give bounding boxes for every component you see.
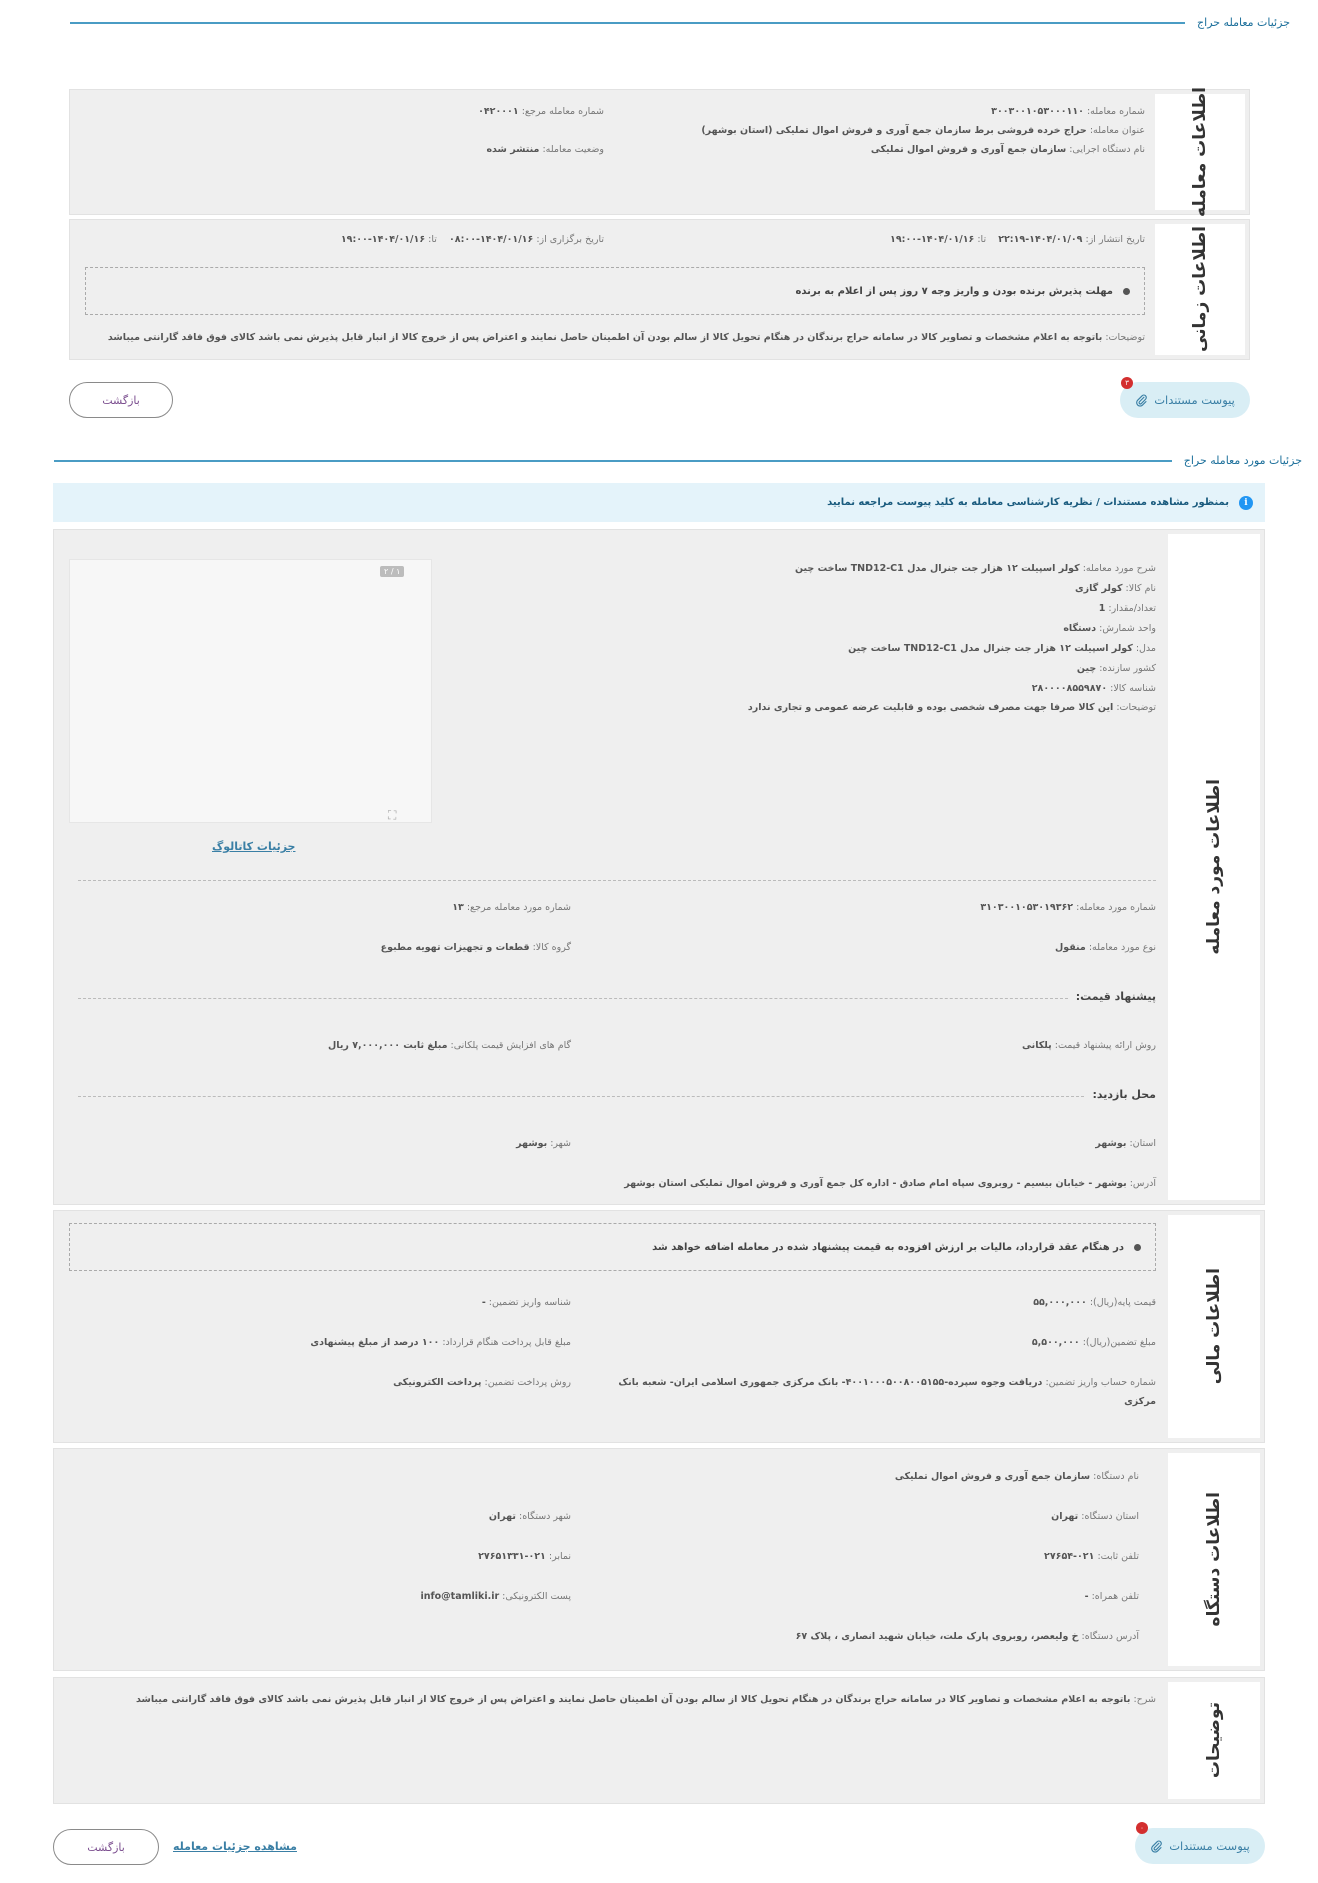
back-button-bottom[interactable]: بازگشت (53, 1829, 159, 1865)
description-side-label: توضیحات (1168, 1682, 1260, 1799)
title-divider (54, 460, 1172, 462)
info-message: بمنظور مشاهده مستندات / نظریه کارشناسی معامله به کلید پیوست مراجعه نمایید (827, 497, 1229, 508)
item-type-row: نوع مورد معامله: منقول (1055, 942, 1156, 953)
item-section-title-text: جزئیات مورد معامله حراج (1183, 454, 1302, 467)
base-price-row: قیمت پایه(ریال): ۵۵,۰۰۰,۰۰۰ (1033, 1297, 1156, 1308)
item-field-5: کشور سازنده: چین (1076, 663, 1156, 674)
paperclip-icon (1135, 394, 1148, 407)
finance-side-label: اطلاعات مالی (1168, 1215, 1260, 1438)
item-info-panel (53, 529, 1265, 1205)
org-panel (53, 1448, 1265, 1671)
deal-section-title-text: جزئیات معامله حراج (1197, 16, 1290, 29)
image-counter: ۲ / ۱ (380, 566, 404, 577)
group-row: گروه کالا: قطعات و تجهیزات تهویه مطبوع (380, 942, 571, 953)
org-name-row: نام دستگاه: سازمان جمع آوری و فروش اموال تملیکی (894, 1471, 1139, 1482)
vat-notice: در هنگام عقد قرارداد، مالیات بر ارزش افزوده به قیمت پیشنهاد شده در معامله اضافه خواهد شد (652, 1241, 1124, 1253)
item-section-title (54, 454, 1302, 467)
docs-button[interactable] (1120, 382, 1250, 418)
visit-heading: محل بازدید: (1092, 1088, 1156, 1101)
ref-item-row: شماره مورد معامله مرجع: ۱۳ (452, 902, 571, 913)
step-row: گام های افزایش قیمت پلکانی: مبلغ ثابت ۷,۰۰۰,۰۰۰ ریال (328, 1040, 571, 1051)
account-row-line2: مرکزی (1124, 1396, 1156, 1407)
deal-section-title (70, 16, 1290, 29)
ref-number-row: شماره معامله مرجع: ۰۴۲۰۰۰۱ (478, 106, 604, 117)
docs-button-bottom[interactable] (1135, 1828, 1265, 1864)
docs-count-badge-bottom: ۰ (1136, 1822, 1148, 1834)
guarantee-amount-row: مبلغ تضمین(ریال): ۵,۵۰۰,۰۰۰ (1031, 1337, 1156, 1348)
deal-number-row: شماره معامله: ۳۰۰۳۰۰۱۰۵۳۰۰۰۱۱۰ (991, 106, 1145, 117)
title-divider (70, 22, 1185, 24)
org-fax-row: نمابر: ۰۲۱-۲۷۶۵۱۳۳۱ (478, 1551, 571, 1562)
time-info-side-label: اطلاعات زمانی (1155, 224, 1245, 355)
divider (78, 880, 1156, 881)
bullet-icon (1134, 1244, 1141, 1251)
item-field-7: توضیحات: این کالا صرفا جهت مصرف شخصی بوده و قابلیت عرضه عمومی و تجاری ندارد (747, 702, 1156, 713)
finance-panel (53, 1210, 1265, 1443)
org-phone-row: تلفن ثابت: ۰۲۱-۲۷۶۵۴ (1044, 1551, 1139, 1562)
visit-city-row: شهر: بوشهر (516, 1138, 571, 1149)
status-value: منتشر شده (486, 144, 540, 155)
deal-info-side-label: اطلاعات معامله (1155, 94, 1245, 210)
winner-notice: مهلت پذیرش برنده بودن و واریز وجه ۷ روز پس از اعلام به برنده (795, 285, 1113, 297)
back-button[interactable]: بازگشت (69, 382, 173, 418)
executor-row: نام دستگاه اجرایی: سازمان جمع آوری و فروش اموال تملیکی (870, 144, 1145, 155)
deal-title: حراج خرده فروشی برط سازمان جمع آوری و فروش اموال تملیکی (استان بوشهر) (701, 125, 1087, 136)
time-desc: باتوجه به اعلام مشخصات و تصاویر کالا در سامانه حراج برندگان در هنگام تحویل کالا از سالم بودن آن اطمینان حاصل نمایند و اعتراض پس از خروج کالا از انبار قابل پذیرش نمی باشد کالای فوق فاقد گارانتی میباشد (107, 332, 1103, 343)
item-number-row: شماره مورد معامله: ۳۱۰۳۰۰۱۰۵۳۰۱۹۳۶۲ (980, 902, 1156, 913)
status-row: وضعیت معامله: منتشر شده (486, 144, 604, 155)
item-field-0: شرح مورد معامله: کولر اسپیلت ۱۲ هزار جت جنرال مدل TND12-C1 ساخت چین (795, 563, 1156, 574)
visit-address-row: آدرس: بوشهر - خیابان بیسیم - روبروی سپاه امام صادق - اداره کل جمع آوری و فروش اموال تملیکی استان بوشهر (624, 1178, 1156, 1189)
deal-info-panel (69, 86, 1250, 218)
description-row: شرح: باتوجه به اعلام مشخصات و تصاویر کالا در سامانه حراج برندگان در هنگام تحویل کالا از سالم بودن آن اطمینان حاصل نمایند و اعتراض پس از خروج کالا از انبار قابل پذیرش نمی باشد کالای فوق فاقد گارانتی میباشد (136, 1694, 1156, 1705)
view-deal-details-link[interactable]: مشاهده جزئیات معامله (173, 1840, 297, 1853)
info-message-bar (53, 483, 1265, 522)
guarantee-id-row: شناسه واریز تضمین: - (481, 1297, 571, 1308)
org-mobile-row: تلفن همراه: - (1084, 1591, 1139, 1602)
org-city-row: شهر دستگاه: تهران (488, 1511, 571, 1522)
org-side-label: اطلاعات دستگاه (1168, 1453, 1260, 1666)
description-panel (53, 1677, 1265, 1804)
item-info-side-label: اطلاعات مورد معامله (1168, 534, 1260, 1200)
deal-title-row: عنوان معامله: حراج خرده فروشی برط سازمان جمع آوری و فروش اموال تملیکی (استان بوشهر) (701, 125, 1145, 136)
item-field-1: نام کالا: کولر گازی (1074, 583, 1156, 594)
executor: سازمان جمع آوری و فروش اموال تملیکی (870, 144, 1067, 155)
item-field-4: مدل: کولر اسپیلت ۱۲ هزار جت جنرال مدل TND12-C1 ساخت چین (848, 643, 1156, 654)
divider (78, 998, 1068, 999)
catalog-details-link[interactable]: جزئیات کاتالوگ (212, 840, 296, 853)
docs-count-badge: ۳ (1121, 377, 1133, 389)
org-address-row: آدرس دستگاه: خ ولیعصر، روبروی پارک ملت، خیابان شهید انصاری ، پلاک ۶۷ (795, 1631, 1139, 1642)
bullet-icon (1123, 288, 1130, 295)
expand-icon[interactable]: ⛶ (388, 808, 397, 822)
product-image-viewer[interactable] (69, 559, 432, 823)
visit-province-row: استان: بوشهر (1095, 1138, 1156, 1149)
item-field-3: واحد شمارش: دستگاه (1063, 623, 1156, 634)
publish-date-row: تاریخ انتشار از: ۱۴۰۴/۰۱/۰۹-۲۲:۱۹ تا: ۱۴۰۴/۰۱/۱۶-۱۹:۰۰ (890, 234, 1145, 245)
org-email-row: پست الکترونیکی: info@tamliki.ir (420, 1591, 571, 1602)
docs-button-label: پیوست مستندات (1169, 1839, 1250, 1853)
deal-number: ۳۰۰۳۰۰۱۰۵۳۰۰۰۱۱۰ (991, 106, 1084, 117)
time-info-panel (69, 219, 1250, 360)
vat-notice-box (69, 1223, 1156, 1271)
item-field-2: تعداد/مقدار: 1 (1098, 603, 1156, 614)
hold-date-row: تاریخ برگزاری از: ۱۴۰۴/۰۱/۱۶-۰۸:۰۰ تا: ۱۴۰۴/۰۱/۱۶-۱۹:۰۰ (340, 234, 604, 245)
paperclip-icon (1150, 1840, 1163, 1853)
org-province-row: استان دستگاه: تهران (1051, 1511, 1139, 1522)
price-heading: پیشنهاد قیمت: (1075, 990, 1156, 1003)
docs-button-label: پیوست مستندات (1154, 393, 1235, 407)
info-icon: i (1239, 496, 1253, 510)
account-row: شماره حساب واریز تضمین: دریافت وجوه سپرده-۴۰۰۱۰۰۰۵۰۰۸۰۰۵۱۵۵- بانک مرکزی جمهوری اسلامی ایران- شعبه بانک (618, 1377, 1156, 1388)
payment-method-row: روش پرداخت تضمین: پرداخت الکترونیکی (393, 1377, 571, 1388)
winner-notice-box (85, 267, 1145, 315)
payable-row: مبلغ قابل پرداخت هنگام قرارداد: ۱۰۰ درصد از مبلغ پیشنهادی (310, 1337, 571, 1348)
price-method-row: روش ارائه پیشنهاد قیمت: پلکانی (1022, 1040, 1156, 1051)
item-field-6: شناسه کالا: ۲۸۰۰۰۰۸۵۵۹۸۷۰ (1031, 683, 1156, 694)
ref-number: ۰۴۲۰۰۰۱ (478, 106, 519, 117)
time-desc-row: توضیحات: باتوجه به اعلام مشخصات و تصاویر کالا در سامانه حراج برندگان در هنگام تحویل کالا از سالم بودن آن اطمینان حاصل نمایند و اعتراض پس از خروج کالا از انبار قابل پذیرش نمی باشد کالای فوق فاقد گارانتی میباشد (107, 332, 1145, 343)
divider (78, 1096, 1084, 1097)
